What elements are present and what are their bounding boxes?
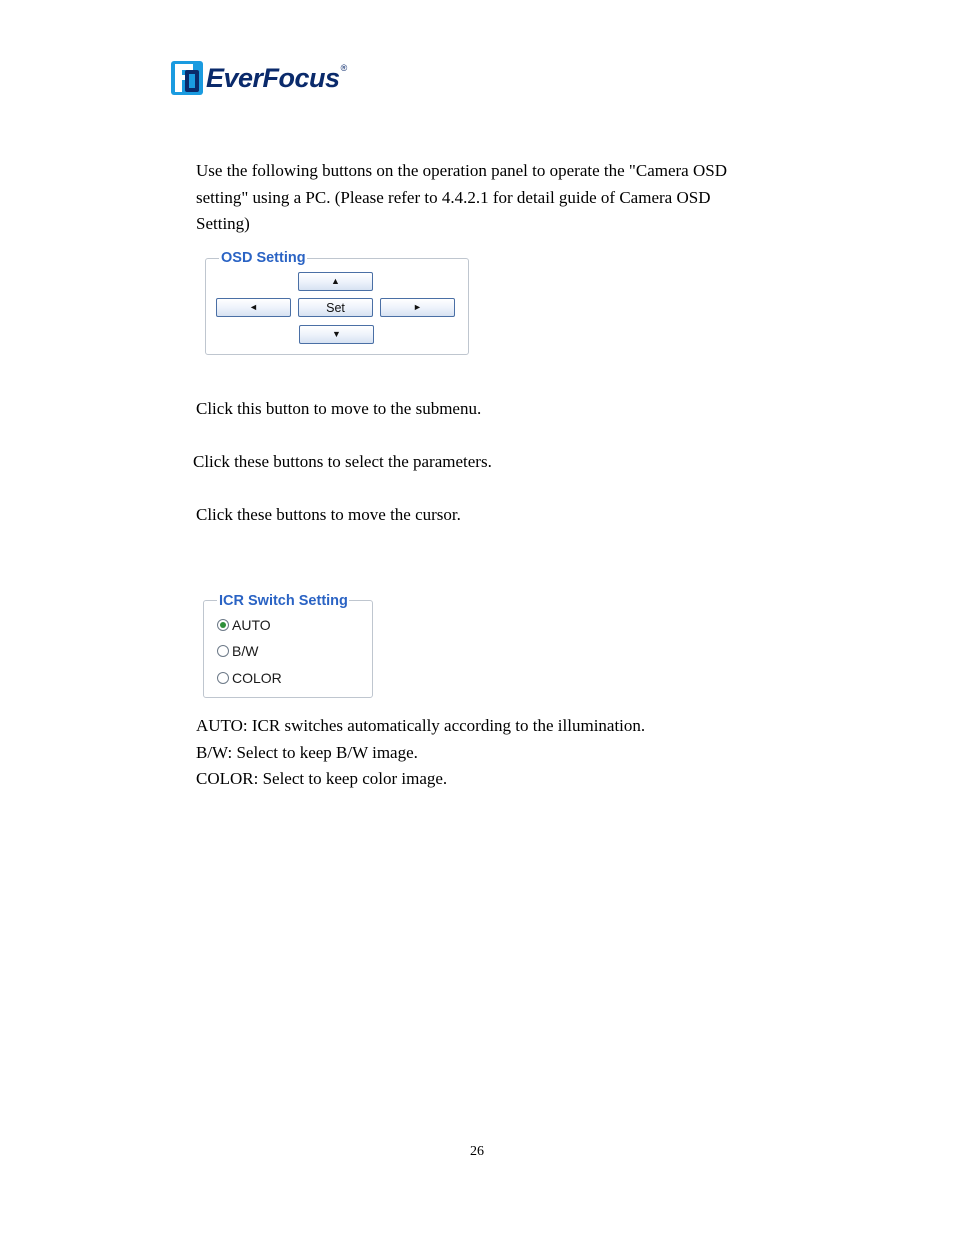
icr-note-auto: AUTO: ICR switches automatically according to the illumination.	[196, 716, 646, 735]
down-arrow-icon: ▼	[332, 329, 341, 339]
radio-checked-icon[interactable]	[217, 619, 229, 631]
intro-line: Use the following buttons on the operation panel to operate the "Camera OSD	[196, 161, 727, 180]
icr-option-label: COLOR	[232, 670, 282, 686]
osd-right-button[interactable]	[380, 298, 455, 317]
osd-left-button[interactable]	[216, 298, 291, 317]
right-arrow-icon: ►	[413, 302, 422, 312]
left-arrow-icon: ◄	[249, 302, 258, 312]
brand-name: EverFocus	[206, 63, 340, 93]
osd-down-button[interactable]	[299, 325, 374, 344]
intro-paragraph	[196, 158, 727, 238]
radio-unchecked-icon[interactable]	[217, 645, 229, 657]
page-number: 26	[470, 1144, 484, 1159]
submenu-description: Click this button to move to the submenu.	[196, 399, 482, 418]
everfocus-logo	[171, 61, 347, 97]
intro-line: setting" using a PC. (Please refer to 4.4.2.1 for detail guide of Camera OSD	[196, 187, 711, 207]
parameters-description: Click these buttons to select the parameters.	[193, 452, 492, 471]
osd-setting-legend: OSD Setting	[221, 250, 306, 266]
icr-notes	[196, 713, 645, 793]
icr-switch-legend: ICR Switch Setting	[219, 593, 348, 609]
osd-set-button[interactable]	[298, 298, 373, 317]
everfocus-logo-icon	[171, 61, 203, 95]
osd-set-label: Set	[326, 300, 345, 315]
radio-unchecked-icon[interactable]	[217, 672, 229, 684]
icr-option-bw[interactable]	[217, 642, 258, 660]
osd-up-button[interactable]	[298, 272, 373, 291]
icr-option-color[interactable]	[217, 669, 282, 687]
icr-note-bw: B/W: Select to keep B/W image.	[196, 742, 418, 762]
intro-line: Setting)	[196, 214, 250, 233]
cursor-description: Click these buttons to move the cursor.	[196, 505, 461, 524]
icr-option-label: B/W	[232, 643, 259, 659]
icr-option-auto[interactable]	[217, 616, 271, 634]
up-arrow-icon: ▲	[331, 276, 340, 286]
registered-mark: ®	[340, 63, 348, 73]
icr-note-color: COLOR: Select to keep color image.	[196, 769, 448, 788]
icr-option-label: AUTO	[232, 617, 271, 633]
